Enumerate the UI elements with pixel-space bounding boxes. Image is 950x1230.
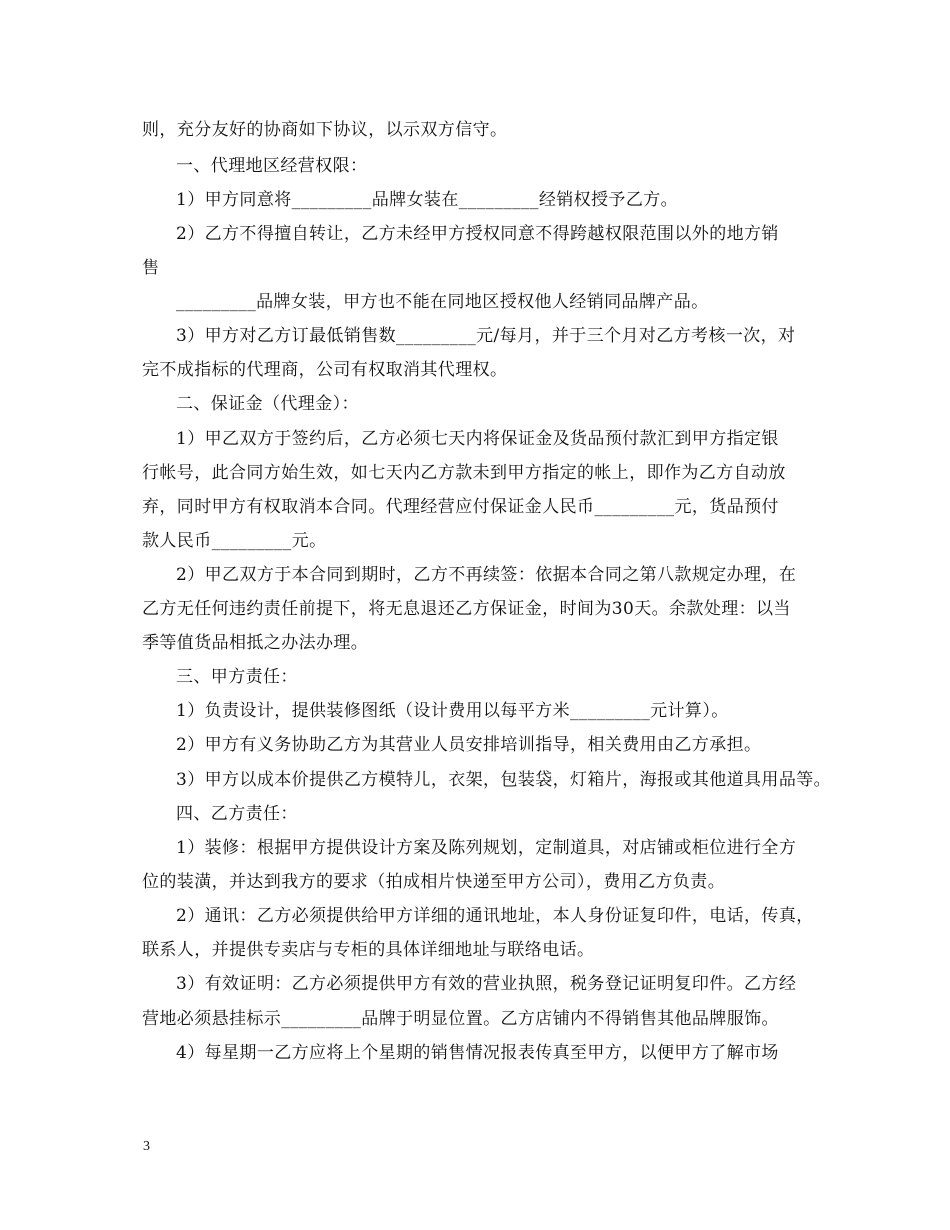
text-line: 营地必须悬挂标示_________品牌于明显位置。乙方店铺内不得销售其他品牌服饰。 <box>142 1009 779 1029</box>
text-line: 2）乙方不得擅自转让，乙方未经甲方授权同意不得跨越权限范围以外的地方销 <box>176 224 779 244</box>
section-heading: 四、乙方责任： <box>176 804 298 824</box>
text-line: 季等值货品相抵之办法办理。 <box>142 633 369 653</box>
text-line: 联系人，并提供专卖店与专柜的具体详细地址与联络电话。 <box>142 940 595 960</box>
text-line: 1）负责设计，提供装修图纸（设计费用以每平方米_________元计算）。 <box>176 701 729 721</box>
text-line: 2）甲方有义务协助乙方为其营业人员安排培训指导，相关费用由乙方承担。 <box>176 735 762 755</box>
section-heading: 一、代理地区经营权限： <box>176 156 368 176</box>
text-line: 1）甲乙双方于签约后，乙方必须七天内将保证金及货品预付款汇到甲方指定银 <box>176 429 779 449</box>
text-line: 4）每星期一乙方应将上个星期的销售情况报表传真至甲方，以便甲方了解市场 <box>176 1043 779 1063</box>
text-line: 3）有效证明：乙方必须提供甲方有效的营业执照，税务登记证明复印件。乙方经 <box>176 974 797 994</box>
text-line: 完不成指标的代理商，公司有权取消其代理权。 <box>142 360 508 380</box>
text-line: 弃，同时甲方有权取消本合同。代理经营应付保证金人民币_________元，货品预付 <box>142 497 779 517</box>
text-line: _________品牌女装，甲方也不能在同地区授权他人经销同品牌产品。 <box>176 292 709 312</box>
text-line: 售 <box>142 258 160 278</box>
text-line: 乙方无任何违约责任前提下，将无息退还乙方保证金，时间为30天。余款处理：以当 <box>142 599 791 619</box>
text-line: 2）甲乙双方于本合同到期时，乙方不再续签：依据本合同之第八款规定办理，在 <box>176 565 797 585</box>
text-line: 3）甲方以成本价提供乙方模特儿，衣架，包装袋，灯箱片，海报或其他道具用品等。 <box>176 770 832 790</box>
text-line: 1）装修：根据甲方提供设计方案及陈列规划，定制道具，对店铺或柜位进行全方 <box>176 838 797 858</box>
text-line: 款人民币_________元。 <box>142 531 327 551</box>
text-line: 行帐号，此合同方始生效，如七天内乙方款未到甲方指定的帐上，即作为乙方自动放 <box>142 463 786 483</box>
text-line: 3）甲方对乙方订最低销售数_________元/每月，并于三个月对乙方考核一次，对 <box>176 326 796 346</box>
text-line: 2）通讯：乙方必须提供给甲方详细的通讯地址，本人身份证复印件，电话，传真， <box>176 906 814 926</box>
page-number: 3 <box>143 1139 150 1154</box>
text-line: 则，充分友好的协商如下协议，以示双方信守。 <box>142 120 508 140</box>
section-heading: 三、甲方责任： <box>176 667 298 687</box>
text-line: 1）甲方同意将_________品牌女装在_________经销权授予乙方。 <box>176 190 679 210</box>
section-heading: 二、保证金（代理金）： <box>176 394 359 414</box>
text-line: 位的装潢，并达到我方的要求（拍成相片快递至甲方公司），费用乙方负责。 <box>142 872 726 892</box>
